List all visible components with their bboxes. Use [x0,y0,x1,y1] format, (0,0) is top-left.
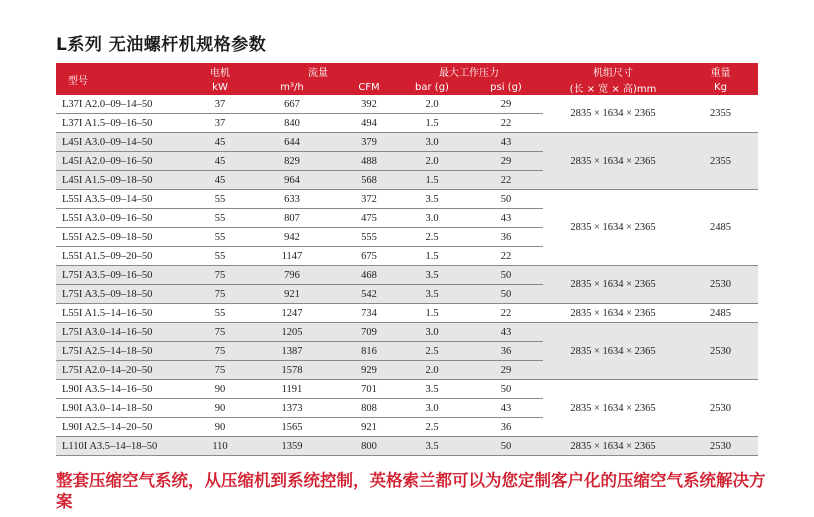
cell-kw: 45 [199,152,241,171]
cell-model: L110I A3.5–14–18–50 [56,437,199,456]
cell-model: L55I A2.5–09–18–50 [56,228,199,247]
cell-kw: 55 [199,209,241,228]
cell-model: L37I A2.0–09–14–50 [56,95,199,114]
cell-kw: 45 [199,171,241,190]
cell-bar: 2.0 [395,95,469,114]
cell-psi: 29 [469,152,543,171]
cell-psi: 50 [469,266,543,285]
cell-dims: 2835 × 1634 × 2365 [543,304,683,323]
cell-weight: 2355 [683,133,758,190]
table-row [56,133,758,152]
header-model: 型号 [56,63,199,95]
cell-bar: 1.5 [395,304,469,323]
cell-m3h: 1147 [241,247,343,266]
cell-weight: 2355 [683,95,758,133]
cell-cfm: 921 [343,418,395,437]
cell-model: L45I A2.0–09–16–50 [56,152,199,171]
cell-model: L75I A2.5–14–18–50 [56,342,199,361]
cell-model: L55I A1.5–09–20–50 [56,247,199,266]
cell-kw: 55 [199,190,241,209]
cell-bar: 3.0 [395,133,469,152]
cell-dims: 2835 × 1634 × 2365 [543,133,683,190]
cell-kw: 55 [199,228,241,247]
cell-m3h: 644 [241,133,343,152]
cell-cfm: 555 [343,228,395,247]
cell-m3h: 1565 [241,418,343,437]
cell-m3h: 1373 [241,399,343,418]
cell-psi: 43 [469,209,543,228]
cell-m3h: 964 [241,171,343,190]
cell-m3h: 829 [241,152,343,171]
cell-m3h: 1191 [241,380,343,399]
header-pressure-unit-psi: psi (g) [469,79,543,95]
cell-model: L45I A3.0–09–14–50 [56,133,199,152]
cell-model: L55I A1.5–14–16–50 [56,304,199,323]
cell-kw: 55 [199,247,241,266]
cell-weight: 2530 [683,323,758,380]
table-row [56,380,758,399]
cell-kw: 55 [199,304,241,323]
cell-m3h: 840 [241,114,343,133]
cell-cfm: 494 [343,114,395,133]
cell-dims: 2835 × 1634 × 2365 [543,437,683,456]
cell-kw: 75 [199,361,241,380]
cell-psi: 43 [469,399,543,418]
header-flow-unit-cfm: CFM [343,79,395,95]
cell-kw: 90 [199,399,241,418]
cell-weight: 2530 [683,266,758,304]
cell-bar: 3.0 [395,399,469,418]
cell-kw: 75 [199,266,241,285]
cell-psi: 22 [469,304,543,323]
cell-psi: 22 [469,114,543,133]
cell-weight: 2485 [683,304,758,323]
header-pressure: 最大工作压力 [395,63,543,79]
header-weight-unit: Kg [683,79,758,95]
header-motor: 电机 [199,63,241,79]
cell-bar: 2.0 [395,152,469,171]
cell-model: L75I A2.0–14–20–50 [56,361,199,380]
cell-bar: 3.5 [395,437,469,456]
cell-bar: 3.5 [395,380,469,399]
cell-cfm: 488 [343,152,395,171]
cell-psi: 50 [469,437,543,456]
cell-model: L75I A3.0–14–16–50 [56,323,199,342]
cell-bar: 1.5 [395,171,469,190]
cell-psi: 36 [469,342,543,361]
cell-model: L75I A3.5–09–18–50 [56,285,199,304]
table-row [56,190,758,209]
cell-cfm: 734 [343,304,395,323]
cell-psi: 29 [469,361,543,380]
cell-kw: 37 [199,95,241,114]
cell-dims: 2835 × 1634 × 2365 [543,190,683,266]
cell-kw: 37 [199,114,241,133]
cell-bar: 2.5 [395,342,469,361]
cell-model: L90I A2.5–14–20–50 [56,418,199,437]
cell-weight: 2530 [683,380,758,437]
cell-m3h: 1387 [241,342,343,361]
cell-kw: 110 [199,437,241,456]
cell-m3h: 667 [241,95,343,114]
cell-bar: 2.5 [395,418,469,437]
cell-psi: 50 [469,380,543,399]
header-weight: 重量 [683,63,758,79]
cell-model: L55I A3.5–09–14–50 [56,190,199,209]
table-row [56,304,758,323]
header-dims-unit: (长 × 宽 × 高)mm [543,79,683,95]
cell-cfm: 808 [343,399,395,418]
cell-cfm: 816 [343,342,395,361]
cell-bar: 2.0 [395,361,469,380]
table-row [56,437,758,456]
cell-psi: 43 [469,133,543,152]
cell-cfm: 800 [343,437,395,456]
cell-m3h: 1578 [241,361,343,380]
spec-table [56,63,758,456]
header-dims: 机组尺寸 [543,63,683,79]
cell-m3h: 1359 [241,437,343,456]
cell-model: L55I A3.0–09–16–50 [56,209,199,228]
cell-weight: 2485 [683,190,758,266]
cell-cfm: 701 [343,380,395,399]
page-title: L系列 无油螺杆机规格参数 [56,35,267,55]
cell-bar: 2.5 [395,228,469,247]
cell-psi: 36 [469,228,543,247]
cell-psi: 50 [469,190,543,209]
cell-kw: 75 [199,342,241,361]
table-row [56,323,758,342]
cell-psi: 29 [469,95,543,114]
cell-model: L90I A3.0–14–18–50 [56,399,199,418]
header-pressure-unit-bar: bar (g) [395,79,469,95]
cell-bar: 3.5 [395,190,469,209]
table-row [56,95,758,114]
header-flow-unit-m3h: m³/h [241,79,343,95]
cell-m3h: 633 [241,190,343,209]
cell-cfm: 372 [343,190,395,209]
cell-bar: 3.5 [395,285,469,304]
cell-m3h: 1205 [241,323,343,342]
cell-bar: 3.5 [395,266,469,285]
cell-dims: 2835 × 1634 × 2365 [543,266,683,304]
cell-kw: 75 [199,285,241,304]
cell-m3h: 921 [241,285,343,304]
cell-model: L37I A1.5–09–16–50 [56,114,199,133]
cell-dims: 2835 × 1634 × 2365 [543,323,683,380]
cell-psi: 50 [469,285,543,304]
cell-cfm: 568 [343,171,395,190]
cell-dims: 2835 × 1634 × 2365 [543,95,683,133]
cell-psi: 22 [469,171,543,190]
cell-cfm: 542 [343,285,395,304]
cell-cfm: 709 [343,323,395,342]
cell-model: L45I A1.5–09–18–50 [56,171,199,190]
cell-psi: 22 [469,247,543,266]
cell-kw: 45 [199,133,241,152]
table-body [56,95,758,456]
header-flow: 流量 [241,63,395,79]
cell-bar: 3.0 [395,323,469,342]
cell-cfm: 468 [343,266,395,285]
cell-bar: 1.5 [395,114,469,133]
table-header [56,63,758,95]
cell-cfm: 392 [343,95,395,114]
cell-model: L90I A3.5–14–16–50 [56,380,199,399]
cell-cfm: 379 [343,133,395,152]
cell-kw: 90 [199,380,241,399]
cell-cfm: 475 [343,209,395,228]
footer-slogan: 整套压缩空气系统，从压缩机到系统控制，英格索兰都可以为您定制客户化的压缩空气系统解决方案 [56,471,766,511]
cell-bar: 3.0 [395,209,469,228]
cell-psi: 43 [469,323,543,342]
cell-kw: 75 [199,323,241,342]
cell-m3h: 942 [241,228,343,247]
cell-kw: 90 [199,418,241,437]
header-motor-unit: kW [199,79,241,95]
table-row [56,266,758,285]
cell-weight: 2530 [683,437,758,456]
cell-m3h: 796 [241,266,343,285]
cell-m3h: 807 [241,209,343,228]
cell-dims: 2835 × 1634 × 2365 [543,380,683,437]
cell-model: L75I A3.5–09–16–50 [56,266,199,285]
cell-psi: 36 [469,418,543,437]
cell-cfm: 929 [343,361,395,380]
cell-m3h: 1247 [241,304,343,323]
cell-cfm: 675 [343,247,395,266]
cell-bar: 1.5 [395,247,469,266]
